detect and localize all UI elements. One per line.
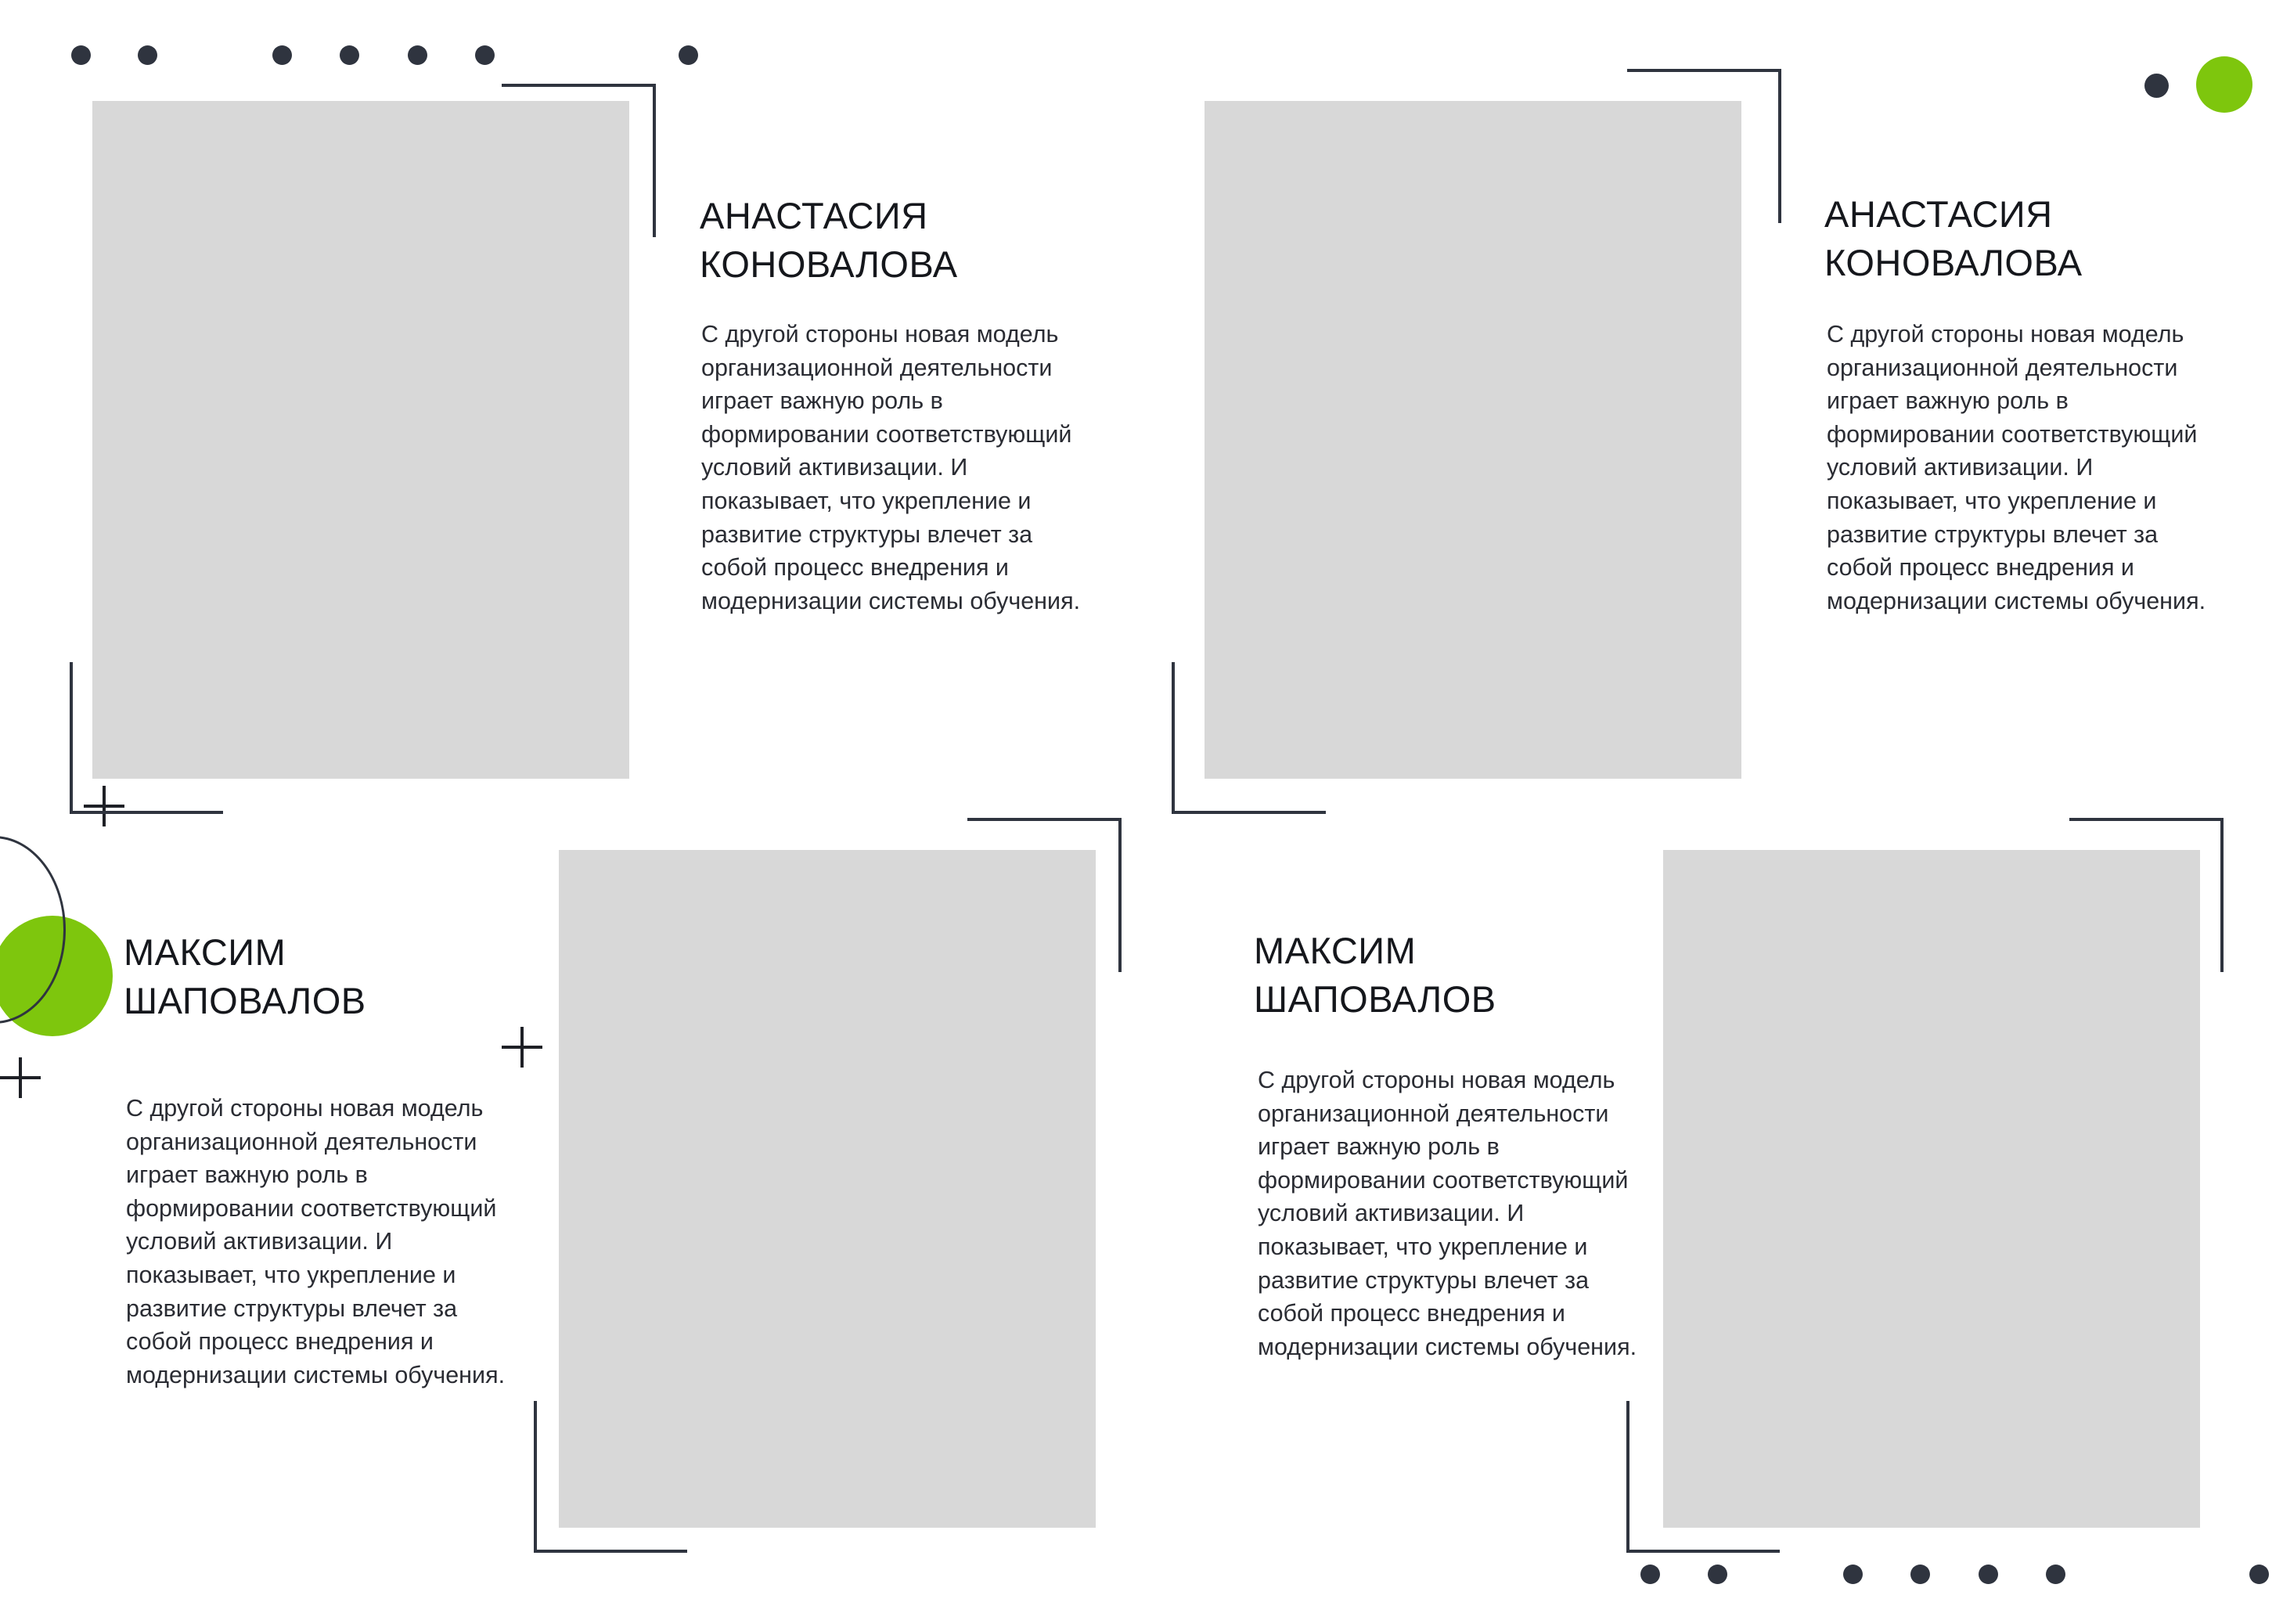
name-line-first: АНАСТАСИЯ (700, 195, 928, 236)
decorative-dot (679, 45, 698, 65)
frame-line (2220, 818, 2224, 972)
frame-line (2069, 818, 2224, 821)
frame-line (534, 1401, 537, 1553)
decorative-dot (2144, 74, 2169, 98)
decorative-dot (1979, 1565, 1998, 1584)
person-name (124, 928, 366, 1025)
person-bio: С другой стороны новая модель организационной деятельности играет важную роль в формировании соответствующий условий активизации. И показывает, что укрепление и развитие структуры влечет за собой процесс внедрения и модернизации системы обучения. (701, 321, 1081, 614)
decorative-dot (138, 45, 157, 65)
frame-line (1172, 662, 1175, 814)
decorative-dot (475, 45, 495, 65)
frame-line (653, 84, 656, 237)
frame-line (1118, 818, 1122, 972)
frame-line (1626, 1550, 1780, 1553)
decorative-dot (340, 45, 359, 65)
photo-placeholder (1663, 850, 2200, 1528)
decorative-dot (1708, 1565, 1727, 1584)
name-line-last: ШАПОВАЛОВ (124, 980, 366, 1021)
decorative-dot (1640, 1565, 1660, 1584)
name-line-last: ШАПОВАЛОВ (1254, 978, 1496, 1020)
name-line-first: МАКСИМ (1254, 930, 1417, 971)
plus-icon (502, 1027, 542, 1068)
decorative-dot (272, 45, 292, 65)
name-line-first: АНАСТАСИЯ (1824, 193, 2053, 235)
frame-line (1172, 811, 1326, 814)
frame-line (1627, 69, 1781, 72)
photo-placeholder (92, 101, 629, 779)
frame-line (502, 84, 656, 87)
person-bio: С другой стороны новая модель организационной деятельности играет важную роль в формировании соответствующий условий активизации. И показывает, что укрепление и развитие структуры влечет за собой процесс внедрения и модернизации системы обучения. (1258, 1067, 1637, 1360)
person-name (700, 192, 958, 289)
decorative-dot (1843, 1565, 1863, 1584)
frame-line (1626, 1401, 1629, 1553)
decorative-dot (71, 45, 91, 65)
name-line-first: МАКСИМ (124, 931, 286, 973)
plus-icon (84, 786, 124, 826)
decorative-dot (1910, 1565, 1930, 1584)
frame-line (70, 662, 73, 814)
frame-line (1778, 69, 1781, 223)
decorative-dot (408, 45, 427, 65)
name-line-last: КОНОВАЛОВА (1824, 242, 2083, 283)
frame-line (70, 811, 223, 814)
accent-green-circle (2196, 56, 2252, 113)
plus-icon (0, 1057, 41, 1098)
decorative-dot (2249, 1565, 2269, 1584)
person-name (1254, 927, 1496, 1024)
person-name (1824, 190, 2083, 287)
person-bio: С другой стороны новая модель организационной деятельности играет важную роль в формировании соответствующий условий активизации. И показывает, что укрепление и развитие структуры влечет за собой процесс внедрения и модернизации системы обучения. (126, 1095, 506, 1388)
frame-line (534, 1550, 687, 1553)
name-line-last: КОНОВАЛОВА (700, 243, 958, 285)
decorative-dot (2046, 1565, 2065, 1584)
frame-line (967, 818, 1122, 821)
photo-placeholder (559, 850, 1096, 1528)
person-bio: С другой стороны новая модель организационной деятельности играет важную роль в формировании соответствующий условий активизации. И показывает, что укрепление и развитие структуры влечет за собой процесс внедрения и модернизации системы обучения. (1827, 321, 2206, 614)
photo-placeholder (1205, 101, 1741, 779)
